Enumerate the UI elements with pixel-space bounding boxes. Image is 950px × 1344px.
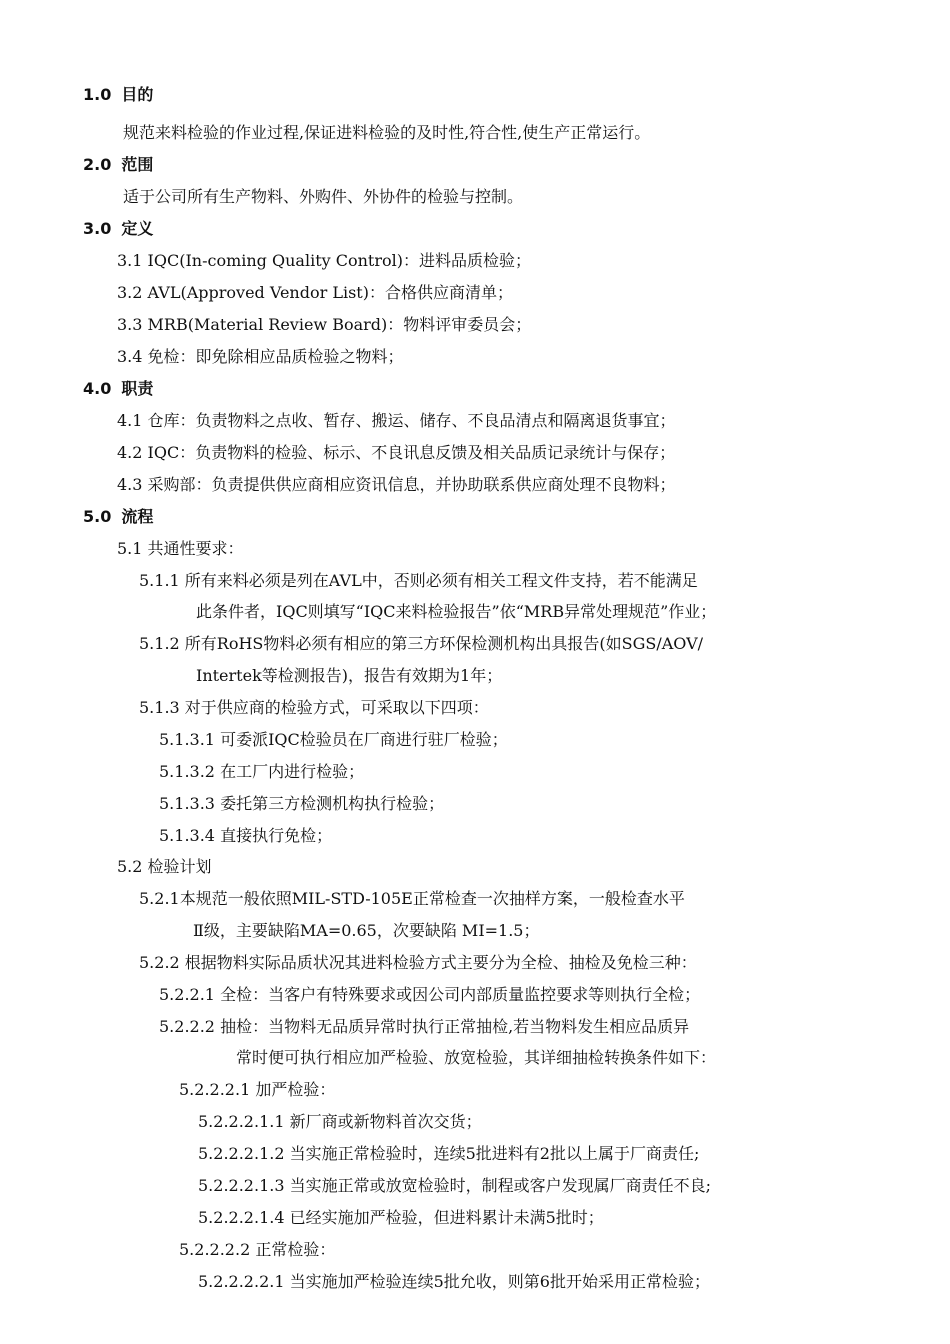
process-line: 5.2.2.2.2 正常检验： [179, 1240, 336, 1259]
process-line: 常时便可执行相应加严检验、放宽检验，其详细抽检转换条件如下： [236, 1048, 717, 1067]
section-heading-purpose [83, 85, 153, 105]
process-line: 5.1.3.1 可委派IQC检验员在厂商进行驻厂检验； [159, 730, 508, 749]
process-line: 5.2 检验计划 [117, 857, 212, 876]
responsibility-item: 4.2 IQC：负责物料的检验、标示、不良讯息反馈及相关品质记录统计与保存； [117, 443, 676, 462]
section-heading-scope [83, 155, 153, 175]
section-number: 3.0 [83, 219, 112, 238]
section-title: 目的 [121, 85, 154, 104]
process-line: 5.1.3.4 直接执行免检； [159, 826, 333, 845]
process-line: 5.2.2.2.1 加严检验： [179, 1080, 336, 1099]
section-number: 1.0 [83, 85, 112, 104]
section-heading-process [83, 507, 153, 527]
process-line: 5.1.2 所有RoHS物料必须有相应的第三方环保检测机构出具报告(如SGS/AOV/ [139, 634, 704, 653]
responsibility-item: 4.3 采购部：负责提供供应商相应资讯信息，并协助联系供应商处理不良物料； [117, 475, 676, 494]
process-line: 5.2.1本规范一般依照MIL-STD-105E正常检查一次抽样方案，一般检查水平 [139, 889, 685, 908]
scope-text: 适于公司所有生产物料、外购件、外协件的检验与控制。 [123, 187, 524, 206]
definition-item: 3.4 免检：即免除相应品质检验之物料； [117, 347, 404, 366]
section-title: 范围 [121, 155, 154, 174]
process-line: 5.2.2.2.1.1 新厂商或新物料首次交货； [198, 1112, 482, 1131]
section-heading-responsibilities [83, 379, 153, 399]
purpose-text: 规范来料检验的作业过程,保证进料检验的及时性,符合性,使生产正常运行。 [123, 123, 651, 142]
process-line: 5.1.3 对于供应商的检验方式，可采取以下四项： [139, 698, 489, 717]
definition-item: 3.1 IQC(In-coming Quality Control)：进料品质检验； [117, 251, 532, 270]
process-line: 5.2.2.2.1.4 已经实施加严检验，但进料累计未满5批时； [198, 1208, 604, 1227]
section-title: 职责 [121, 379, 154, 398]
process-line: 5.2.2.2 抽检：当物料无品质异常时执行正常抽检,若当物料发生相应品质异 [159, 1017, 690, 1036]
process-line: 5.2.2.2.1.3 当实施正常或放宽检验时，制程或客户发现属厂商责任不良; [198, 1176, 711, 1195]
process-line: 5.2.2 根据物料实际品质状况其进料检验方式主要分为全检、抽检及免检三种： [139, 953, 697, 972]
process-line: 5.2.2.1 全检：当客户有特殊要求或因公司内部质量监控要求等则执行全检； [159, 985, 701, 1004]
process-line: 5.1.3.3 委托第三方检测机构执行检验； [159, 794, 445, 813]
definition-item: 3.3 MRB(Material Review Board)：物料评审委员会； [117, 315, 532, 334]
process-line: Intertek等检测报告)，报告有效期为1年； [196, 666, 503, 685]
section-title: 定义 [121, 219, 154, 238]
section-number: 2.0 [83, 155, 112, 174]
process-line: 5.1 共通性要求： [117, 539, 244, 558]
section-title: 流程 [121, 507, 154, 526]
section-number: 5.0 [83, 507, 112, 526]
process-line: 5.2.2.2.1.2 当实施正常检验时，连续5批进料有2批以上属于厂商责任; [198, 1144, 700, 1163]
process-line: Ⅱ级，主要缺陷MA=0.65，次要缺陷 MI=1.5； [193, 921, 540, 940]
process-line: 5.1.1 所有来料必须是列在AVL中，否则必须有相关工程文件支持，若不能满足 [139, 571, 698, 590]
section-number: 4.0 [83, 379, 112, 398]
section-heading-definitions [83, 219, 153, 239]
process-line: 5.2.2.2.2.1 当实施加严检验连续5批允收，则第6批开始采用正常检验； [198, 1272, 710, 1291]
process-line: 此条件者，IQC则填写“IQC来料检验报告”依“MRB异常处理规范”作业； [196, 602, 717, 621]
definition-item: 3.2 AVL(Approved Vendor List)：合格供应商清单； [117, 283, 513, 302]
process-line: 5.1.3.2 在工厂内进行检验； [159, 762, 365, 781]
responsibility-item: 4.1 仓库：负责物料之点收、暂存、搬运、储存、不良品清点和隔离退货事宜； [117, 411, 676, 430]
